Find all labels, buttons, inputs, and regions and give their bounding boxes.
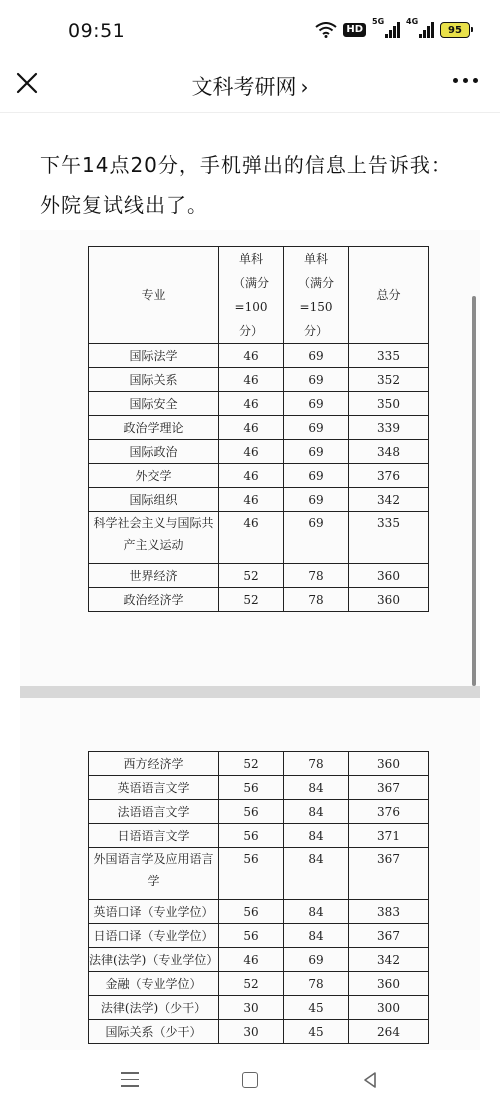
cell-s2: 84 xyxy=(284,776,349,800)
header-major: 专业 xyxy=(89,247,219,344)
cell-s2: 78 xyxy=(284,752,349,776)
cell-s2: 69 xyxy=(284,512,349,564)
cell-s2: 84 xyxy=(284,924,349,948)
cell-major: 国际政治 xyxy=(89,440,219,464)
cell-major: 国际安全 xyxy=(89,392,219,416)
cell-s2: 78 xyxy=(284,564,349,588)
chevron-right-icon: › xyxy=(300,75,309,99)
cell-total: 383 xyxy=(349,900,429,924)
cell-major: 法语语言文学 xyxy=(89,800,219,824)
cell-major: 英语口译（专业学位） xyxy=(89,900,219,924)
cell-total: 352 xyxy=(349,368,429,392)
cell-major: 世界经济 xyxy=(89,564,219,588)
cell-s2: 84 xyxy=(284,800,349,824)
cell-s2: 69 xyxy=(284,464,349,488)
table-row xyxy=(89,824,429,848)
table-row xyxy=(89,996,429,1020)
cell-major: 国际法学 xyxy=(89,344,219,368)
cell-s1: 46 xyxy=(219,512,284,564)
table-row xyxy=(89,848,429,900)
cell-s1: 30 xyxy=(219,996,284,1020)
cell-total: 376 xyxy=(349,464,429,488)
cell-s1: 46 xyxy=(219,416,284,440)
cell-total: 367 xyxy=(349,848,429,900)
cell-s1: 46 xyxy=(219,344,284,368)
cell-s2: 84 xyxy=(284,900,349,924)
cell-major: 西方经济学 xyxy=(89,752,219,776)
cell-s1: 46 xyxy=(219,368,284,392)
cell-s1: 46 xyxy=(219,488,284,512)
table-row xyxy=(89,1020,429,1044)
cell-major: 国际关系 xyxy=(89,368,219,392)
header-total: 总分 xyxy=(349,247,429,344)
cell-total: 300 xyxy=(349,996,429,1020)
cell-s2: 69 xyxy=(284,368,349,392)
cell-total: 350 xyxy=(349,392,429,416)
cell-s1: 56 xyxy=(219,924,284,948)
cell-s2: 84 xyxy=(284,824,349,848)
cell-major: 国际组织 xyxy=(89,488,219,512)
cell-s2: 69 xyxy=(284,392,349,416)
cell-total: 367 xyxy=(349,776,429,800)
battery-level: 95 xyxy=(448,24,462,36)
cell-major: 政治学理论 xyxy=(89,416,219,440)
cell-total: 339 xyxy=(349,416,429,440)
table-row xyxy=(89,972,429,996)
cell-major: 政治经济学 xyxy=(89,588,219,612)
cell-major: 科学社会主义与国际共产主义运动 xyxy=(89,512,219,564)
cell-s2: 69 xyxy=(284,488,349,512)
cell-major: 日语语言文学 xyxy=(89,824,219,848)
cell-total: 367 xyxy=(349,924,429,948)
cell-s1: 30 xyxy=(219,1020,284,1044)
table-row xyxy=(89,752,429,776)
back-icon[interactable] xyxy=(360,1070,380,1090)
cell-s2: 69 xyxy=(284,416,349,440)
signal-4g-label: 4G xyxy=(406,17,419,26)
cell-s1: 46 xyxy=(219,392,284,416)
cell-total: 371 xyxy=(349,824,429,848)
cell-major: 英语语言文学 xyxy=(89,776,219,800)
cell-major: 外国语言学及应用语言学 xyxy=(89,848,219,900)
hd-badge: HD xyxy=(343,23,366,37)
cell-s2: 69 xyxy=(284,948,349,972)
home-icon[interactable] xyxy=(242,1072,258,1088)
cell-total: 360 xyxy=(349,564,429,588)
article-line-1: 下午14点20分，手机弹出的信息上告诉我： xyxy=(40,153,452,177)
cell-s1: 56 xyxy=(219,800,284,824)
cell-s2: 84 xyxy=(284,848,349,900)
cell-s2: 69 xyxy=(284,440,349,464)
cell-s1: 46 xyxy=(219,464,284,488)
cell-total: 335 xyxy=(349,344,429,368)
cell-s1: 56 xyxy=(219,776,284,800)
cell-s1: 46 xyxy=(219,948,284,972)
cell-major: 日语口译（专业学位） xyxy=(89,924,219,948)
cell-total: 348 xyxy=(349,440,429,464)
cell-s1: 56 xyxy=(219,900,284,924)
system-nav-bar xyxy=(0,1050,500,1111)
cell-total: 264 xyxy=(349,1020,429,1044)
page-title-text: 文科考研网 xyxy=(191,75,297,99)
cell-total: 360 xyxy=(349,588,429,612)
score-table-2 xyxy=(88,751,429,1044)
header-single150: 单科 （满分=150 分） xyxy=(284,247,349,344)
cell-s1: 52 xyxy=(219,564,284,588)
cell-s1: 52 xyxy=(219,972,284,996)
status-time: 09:51 xyxy=(68,20,126,42)
cell-total: 342 xyxy=(349,488,429,512)
table-row xyxy=(89,900,429,924)
header-single100: 单科 （满分=100 分） xyxy=(219,247,284,344)
cell-total: 376 xyxy=(349,800,429,824)
cell-s2: 69 xyxy=(284,344,349,368)
cell-s1: 46 xyxy=(219,440,284,464)
cell-total: 335 xyxy=(349,512,429,564)
menu-icon[interactable] xyxy=(121,1072,139,1088)
cell-s2: 45 xyxy=(284,1020,349,1044)
table-row xyxy=(89,776,429,800)
cell-major: 金融（专业学位） xyxy=(89,972,219,996)
cell-major: 国际关系（少干） xyxy=(89,1020,219,1044)
cell-total: 360 xyxy=(349,972,429,996)
cell-s2: 78 xyxy=(284,588,349,612)
cell-s1: 56 xyxy=(219,824,284,848)
cell-s1: 52 xyxy=(219,588,284,612)
cell-major: 外交学 xyxy=(89,464,219,488)
cell-major: 法律(法学)（少干） xyxy=(89,996,219,1020)
table-row xyxy=(89,800,429,824)
cell-total: 342 xyxy=(349,948,429,972)
table-row xyxy=(89,948,429,972)
article-line-2: 外院复试线出了。 xyxy=(40,193,208,217)
signal-5g-label: 5G xyxy=(372,17,385,26)
cell-major: 法律(法学)（专业学位） xyxy=(89,948,219,972)
cell-s1: 52 xyxy=(219,752,284,776)
table-row xyxy=(89,924,429,948)
cell-s2: 78 xyxy=(284,972,349,996)
cell-s1: 56 xyxy=(219,848,284,900)
cell-s2: 45 xyxy=(284,996,349,1020)
cell-total: 360 xyxy=(349,752,429,776)
